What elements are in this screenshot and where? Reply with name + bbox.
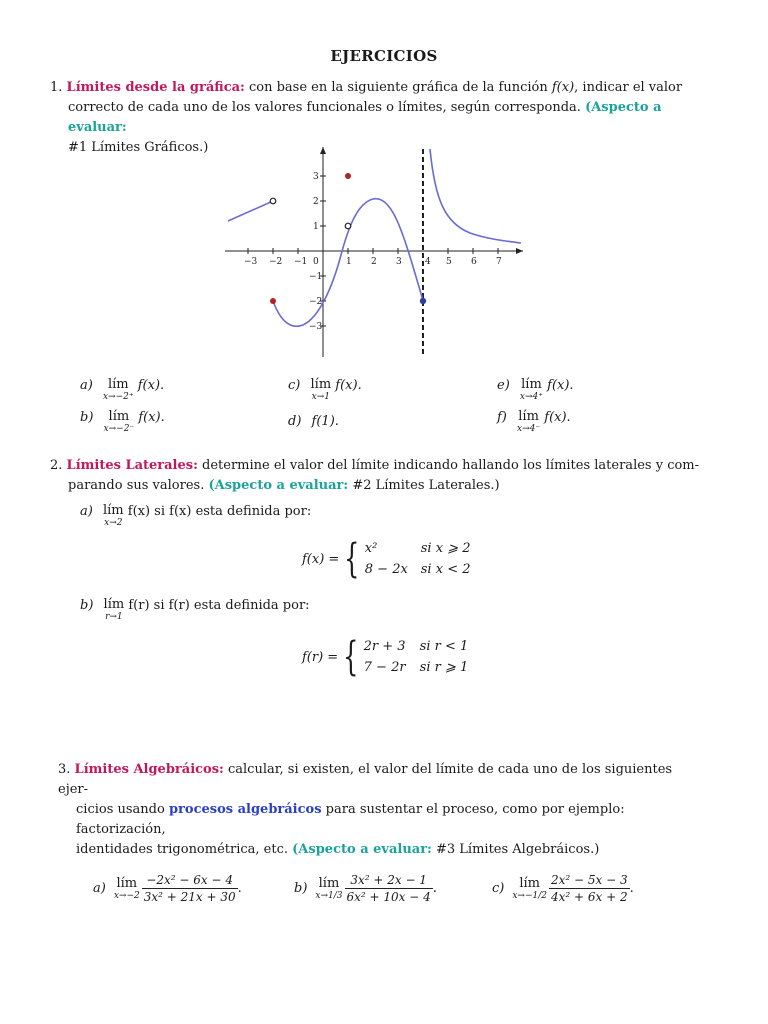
case-expression: 2r + 3	[363, 639, 406, 654]
lim-subscript: x→4⁻	[517, 424, 541, 434]
x-tick-label: −2	[269, 257, 283, 267]
denominator: 6x² + 10x − 4	[346, 890, 431, 904]
lim-text: lím	[107, 377, 129, 392]
aspect-text: #2 Límites Laterales.)	[352, 478, 500, 493]
x-tick-label: −1	[294, 257, 308, 267]
list-item: b) lím x→1/3 $\frac{\text{3x² + 2x − 1}}{\text{6x² + 10x − 4}}$ .	[294, 873, 437, 904]
statement-text: para sustentar el proceso, como por ejemplo: factorización,	[76, 802, 625, 837]
numerator: −2x² − 6x − 4	[142, 872, 238, 889]
x-tick-label: 1	[346, 257, 352, 267]
item-label: a)	[80, 504, 93, 519]
lim-subscript: x→4⁺	[519, 392, 543, 402]
list-item	[288, 378, 362, 402]
item-label: b)	[80, 598, 94, 613]
lim-text: lím	[519, 875, 541, 891]
list-item: a) lím x→−2 $\frac{\text{−2x² − 6x − 4}}{\text{3x² + 21x + 30}}$ .	[93, 873, 242, 904]
list-item	[497, 410, 571, 434]
y-tick-label: 2	[313, 197, 319, 207]
fraction	[549, 872, 630, 905]
lim-subscript: x→1/3	[315, 890, 343, 901]
item-expression: f(x).	[544, 410, 571, 425]
statement-text: identidades trigonométrica, etc.	[76, 842, 289, 857]
item-expression: f(x).	[547, 378, 574, 393]
statement-text: determine el valor del límite indicando hallando los límites laterales y com-	[202, 458, 700, 473]
numerator: 3x² + 2x − 1	[345, 872, 433, 889]
exercise-number: 1.	[50, 80, 63, 95]
exercise-3-statement	[58, 760, 698, 860]
sub-exercise-b	[80, 598, 310, 622]
limit-operator	[104, 410, 135, 434]
aspect-text: #3 Límites Algebráicos.)	[436, 842, 600, 857]
x-axis-arrow	[516, 248, 523, 254]
highlight-text: procesos algebráicos	[168, 802, 322, 817]
statement-text: , indicar el valor	[574, 80, 683, 95]
lim-text: lím	[310, 377, 332, 392]
y-tick-label: 1	[313, 222, 319, 232]
closed-point	[345, 173, 351, 179]
limit-operator	[103, 378, 134, 402]
y-axis-arrow	[320, 147, 326, 154]
x-tick-label: 5	[446, 257, 452, 267]
limit-operator	[311, 378, 332, 402]
exercise-number: 2.	[50, 458, 63, 473]
item-label: c)	[288, 378, 301, 393]
limit-operator	[315, 877, 342, 901]
limit-operator	[114, 877, 140, 901]
item-expression: f(x).	[137, 378, 165, 393]
limit-operator	[520, 378, 543, 402]
exercise-heading: Límites desde la gráfica:	[66, 80, 245, 95]
statement-text: calcular, si existen, el valor del límite de cada uno de los siguientes ejer-	[58, 762, 673, 797]
statement-text: con base en la siguiente gráfica de la función	[249, 80, 548, 95]
piecewise-function-a	[302, 538, 471, 580]
case-expression: x²	[364, 541, 378, 556]
lim-text: lím	[102, 503, 124, 518]
statement-text: parando sus valores.	[68, 478, 205, 493]
lim-text: lím	[521, 377, 542, 392]
limit-operator	[103, 504, 124, 528]
list-item	[288, 414, 339, 429]
y-tick-label: 3	[313, 172, 319, 182]
denominator: 3x² + 21x + 30	[143, 890, 236, 904]
lim-subscript: x→−2⁺	[102, 392, 134, 402]
statement-text: cicios usando	[76, 802, 165, 817]
list-item	[80, 410, 165, 434]
function-name: f(x)	[551, 80, 575, 95]
lim-subscript: x→1	[311, 392, 330, 402]
item-label: c)	[492, 881, 505, 896]
x-tick-label: 4	[425, 257, 431, 267]
aspect-label: (Aspecto a evaluar:	[68, 100, 662, 135]
item-label: a)	[93, 881, 106, 896]
open-point	[270, 198, 276, 204]
sub-exercise-a	[80, 504, 311, 528]
function-lhs: f(x) =	[302, 551, 340, 567]
case-condition: si r ⩾ 1	[419, 660, 469, 675]
x-tick-label: 7	[496, 257, 502, 267]
list-item	[80, 378, 164, 402]
closed-point	[270, 298, 276, 304]
piecewise-function-b	[302, 636, 468, 678]
lim-text: lím	[103, 597, 125, 612]
item-label: d)	[288, 414, 302, 429]
lim-subscript: x→−2	[113, 890, 140, 901]
y-tick-label: −3	[309, 322, 323, 332]
lim-subscript: x→−2⁻	[103, 424, 135, 434]
aspect-text: #1 Límites Gráficos.)	[68, 140, 209, 155]
case-condition: si r < 1	[419, 639, 469, 654]
x-tick-label: 3	[396, 257, 402, 267]
curve-right-segment	[430, 149, 521, 243]
item-expression: f(x).	[138, 410, 165, 425]
page-title: EJERCICIOS	[330, 47, 438, 65]
limit-operator	[517, 410, 540, 434]
numerator: 2x² − 5x − 3	[551, 873, 628, 887]
item-expression: f(x).	[335, 378, 362, 393]
function-graph	[225, 145, 525, 360]
item-label: b)	[294, 881, 308, 896]
lim-subscript: x→2	[104, 518, 123, 528]
item-label: e)	[497, 378, 510, 393]
aspect-label: (Aspecto a evaluar:	[208, 478, 349, 493]
list-item: c) lím x→−1/2 $\frac{\text{2x² − 5x − 3}}{\text{4x² + 6x + 2}}$ .	[492, 873, 634, 904]
item-expression: f(r) si f(r) esta definida por:	[128, 598, 310, 613]
y-tick-label: −1	[309, 272, 323, 282]
y-tick-label: −2	[309, 297, 323, 307]
brace-icon: {	[343, 634, 359, 680]
case-expression: 8 − 2x	[364, 562, 408, 577]
exercise-2-statement	[50, 456, 700, 496]
closed-point	[420, 298, 426, 304]
lim-text: lím	[108, 409, 130, 424]
exercise-heading: Límites Laterales:	[66, 458, 198, 473]
aspect-label: (Aspecto a evaluar:	[292, 842, 432, 857]
x-tick-label: 2	[371, 257, 377, 267]
item-label: b)	[80, 410, 94, 425]
lim-text: lím	[318, 875, 340, 891]
case-expression: 7 − 2r	[363, 660, 406, 675]
x-tick-label: −3	[244, 257, 258, 267]
x-tick-label: 6	[471, 257, 477, 267]
limit-operator	[104, 598, 125, 622]
item-label: f)	[497, 410, 507, 425]
statement-text: correcto de cada uno de los valores funcionales o límites, según corresponda.	[68, 100, 581, 115]
limit-operator	[512, 877, 547, 901]
denominator: 4x² + 6x + 2	[551, 890, 628, 904]
item-expression: f(1).	[311, 414, 339, 429]
exercise-heading: Límites Algebráicos:	[74, 762, 224, 777]
item-expression: f(x) si f(x) esta definida por:	[127, 504, 312, 519]
brace-icon: {	[344, 536, 360, 582]
function-lhs: f(r) =	[302, 649, 339, 665]
lim-text: lím	[518, 409, 539, 424]
lim-text: lím	[116, 875, 138, 891]
curve-left-segment	[228, 201, 273, 221]
item-label: a)	[80, 378, 93, 393]
case-condition: si x < 2	[420, 562, 471, 577]
fraction	[142, 872, 238, 905]
lim-subscript: x→−1/2	[512, 890, 548, 901]
lim-subscript: r→1	[105, 612, 123, 622]
fraction	[345, 872, 433, 905]
piecewise-cases	[364, 636, 469, 678]
piecewise-cases	[365, 538, 471, 580]
list-item	[497, 378, 574, 402]
open-point	[345, 223, 351, 229]
exercise-number: 3.	[58, 762, 71, 777]
x-tick-label: 0	[313, 257, 319, 267]
case-condition: si x ⩾ 2	[420, 541, 471, 556]
